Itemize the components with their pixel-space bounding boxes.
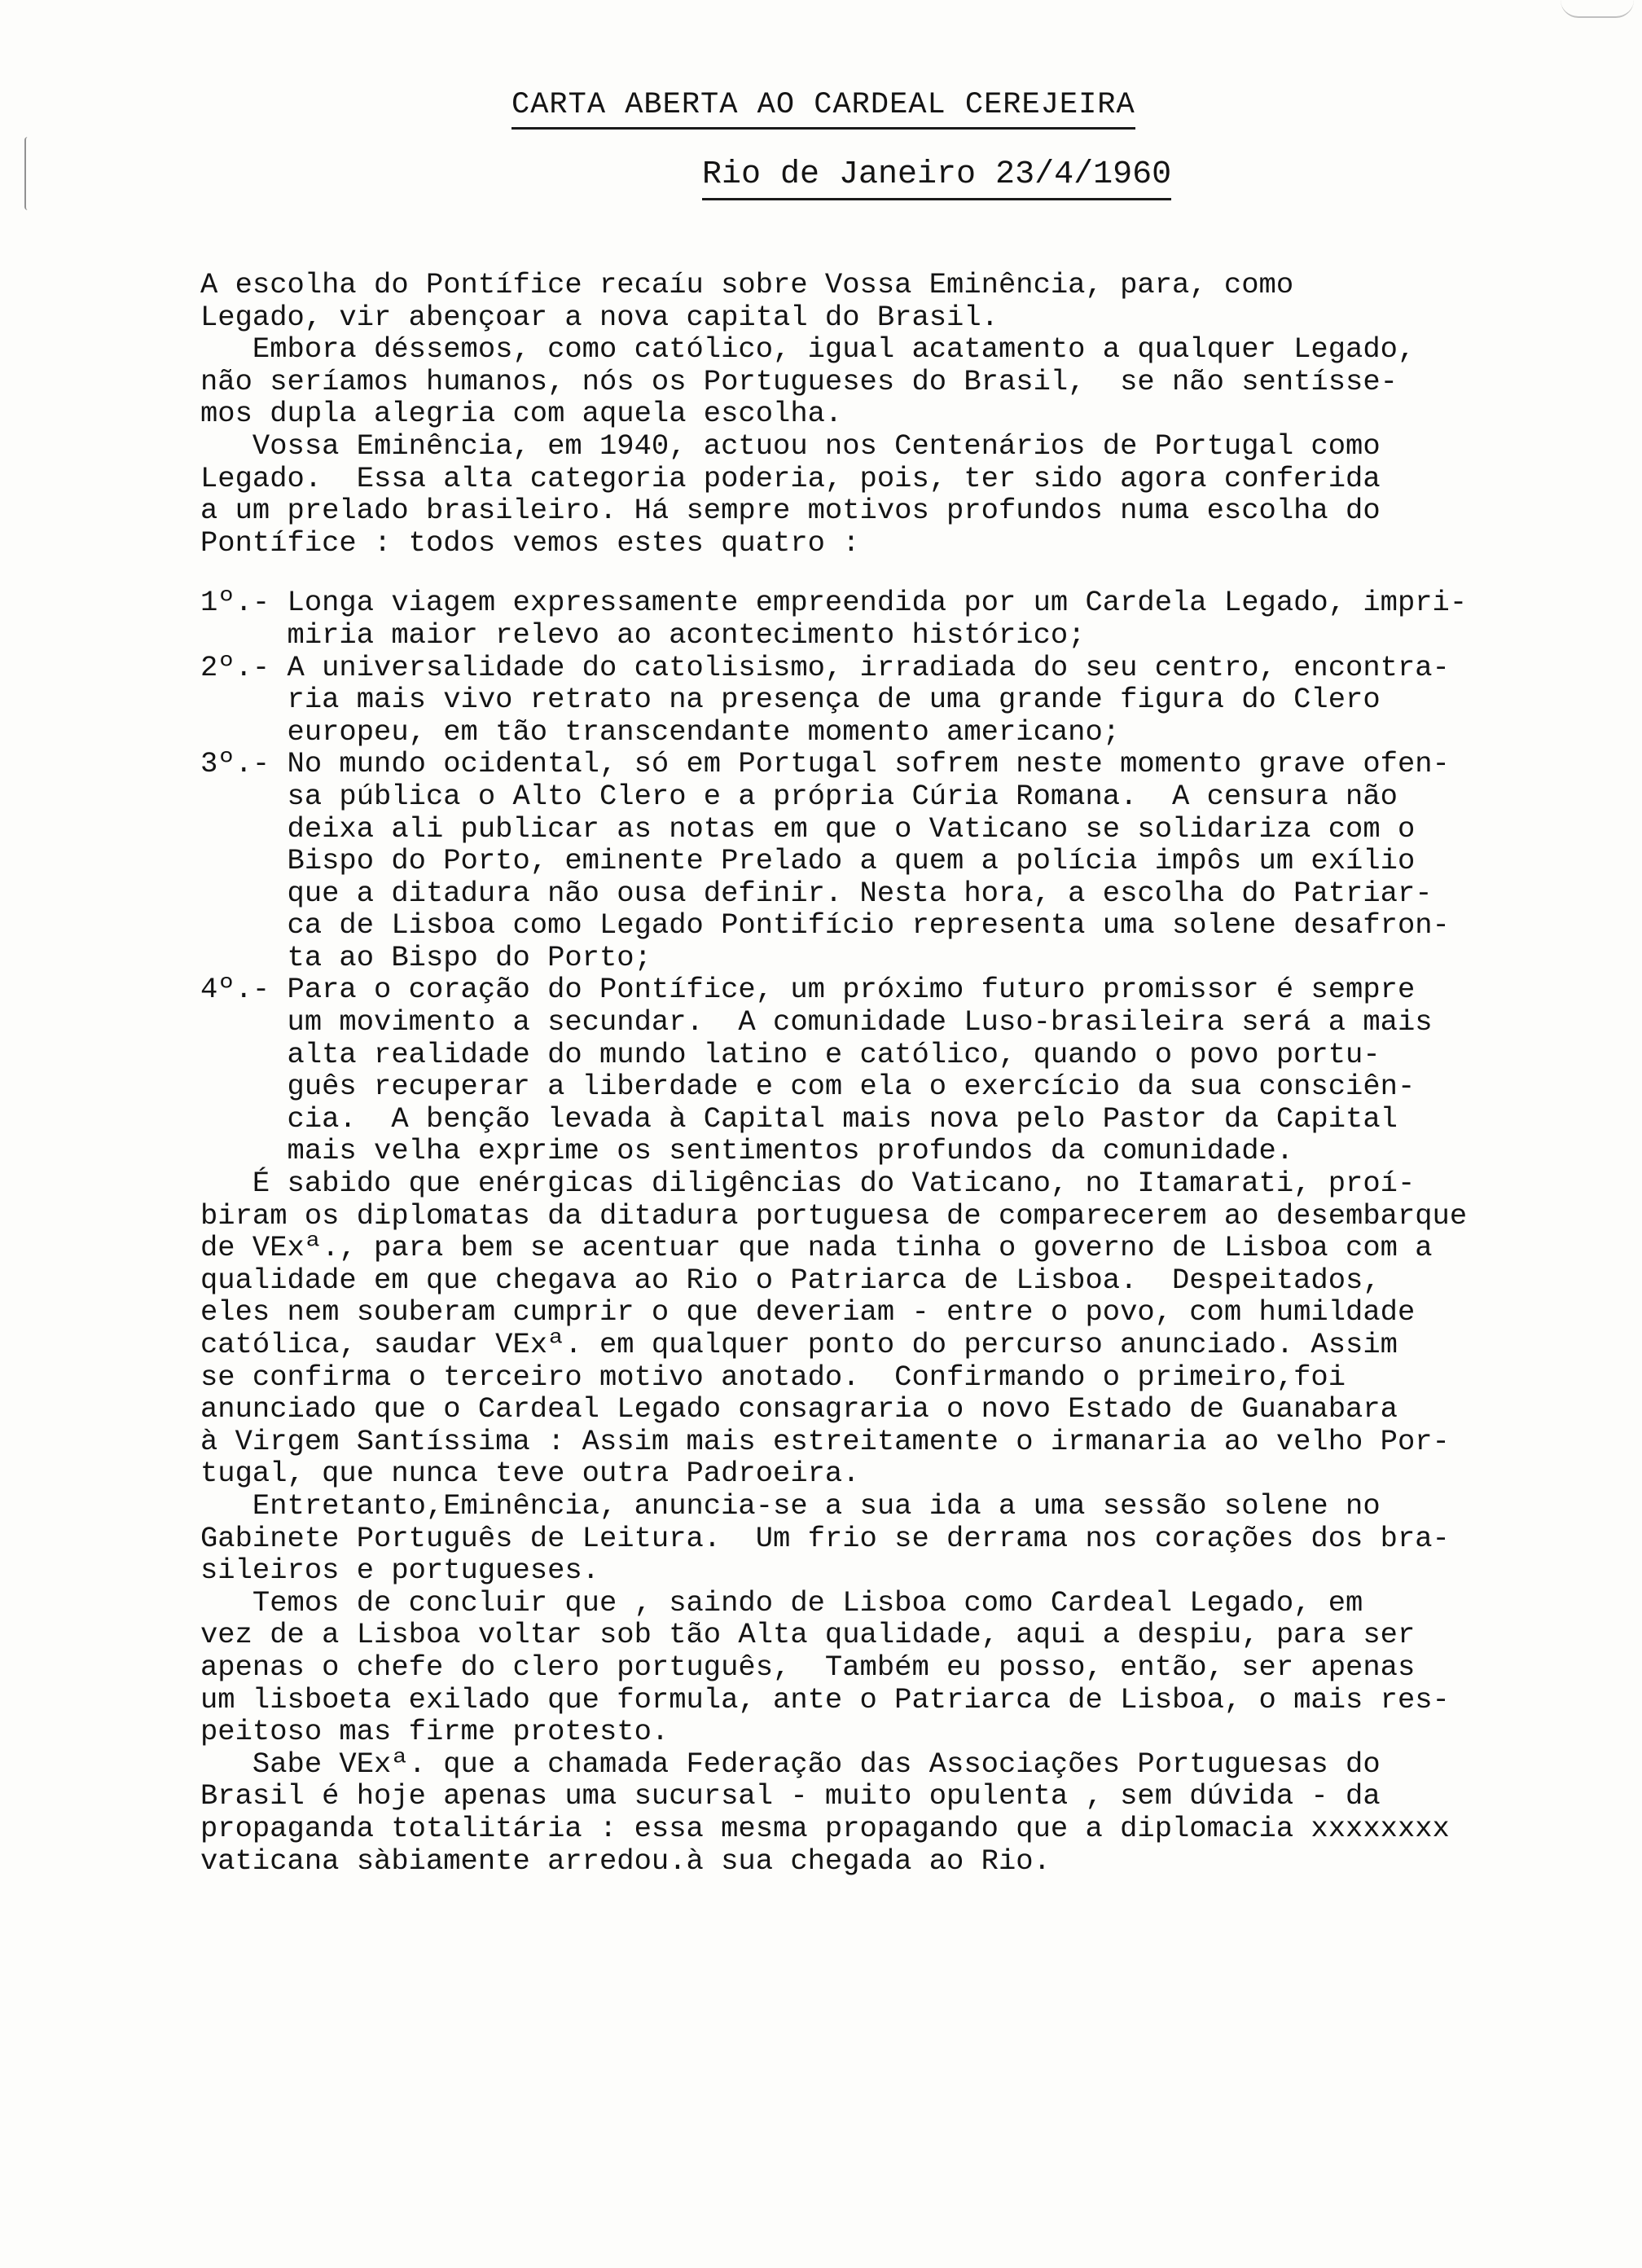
body-line: mos dupla alegria com aquela escolha. — [200, 397, 843, 431]
letter-title: CARTA ABERTA AO CARDEAL CEREJEIRA — [511, 88, 1135, 130]
body-line: Pontífice : todos vemos estes quatro : — [200, 525, 860, 560]
body-line: propaganda totalitária : essa mesma propagando que a diplomacia xxxxxxxx — [200, 1811, 1450, 1845]
body-line: anunciado que o Cardeal Legado consagraria o novo Estado de Guanabara — [200, 1392, 1398, 1426]
body-line: ca de Lisboa como Legado Pontifício representa uma solene desafron- — [200, 908, 1450, 943]
body-line: a um prelado brasileiro. Há sempre motivos profundos numa escolha do — [200, 494, 1381, 528]
body-line: tugal, que nunca teve outra Padroeira. — [200, 1457, 860, 1491]
body-line: ria mais vivo retrato na presença de uma grande figura do Clero — [200, 683, 1381, 717]
body-line: um lisboeta exilado que formula, ante o Patriarca de Lisboa, o mais res- — [200, 1682, 1450, 1716]
letter-body — [200, 269, 1609, 1877]
body-line: biram os diplomatas da ditadura portuguesa de comparecerem ao desembarque — [200, 1198, 1468, 1233]
body-line: europeu, em tão transcendante momento americano; — [200, 714, 1121, 749]
body-line: É sabido que enérgicas diligências do Vaticano, no Itamarati, proí- — [200, 1167, 1416, 1201]
body-line: alta realidade do mundo latino e católico, quando o povo portu- — [200, 1037, 1381, 1071]
body-line: deixa ali publicar as notas em que o Vaticano se solidariza com o — [200, 811, 1416, 846]
body-line: vaticana sàbiamente arredou.à sua chegada ao Rio. — [200, 1844, 1051, 1878]
body-line: Vossa Eminência, em 1940, actuou nos Centenários de Portugal como — [200, 429, 1381, 463]
body-line: Legado, vir abençoar a nova capital do Brasil. — [200, 300, 999, 334]
body-line: Embora déssemos, como católico, igual acatamento a qualquer Legado, — [200, 332, 1416, 367]
body-line: 2º.- A universalidade do catolisismo, irradiada do seu centro, encontra- — [200, 650, 1450, 684]
body-line: Sabe VExª. que a chamada Federação das Associações Portuguesas do — [200, 1747, 1381, 1781]
body-line: ta ao Bispo do Porto; — [200, 940, 652, 974]
body-line: de VExª., para bem se acentuar que nada tinha o governo de Lisboa com a — [200, 1231, 1433, 1265]
body-line: sileiros e portugueses. — [200, 1554, 599, 1588]
body-line: católica, saudar VExª. em qualquer ponto do percurso anunciado. Assim — [200, 1328, 1398, 1361]
paragraph-gap — [200, 559, 1609, 587]
body-line: não seríamos humanos, nós os Portugueses do Brasil, se não sentísse- — [200, 364, 1398, 398]
body-line: à Virgem Santíssima : Assim mais estreitamente o irmanaria ao velho Por- — [200, 1424, 1450, 1458]
body-line: Brasil é hoje apenas uma sucursal - muito opulenta , sem dúvida - da — [200, 1779, 1381, 1813]
body-line: um movimento a secundar. A comunidade Luso-brasileira será a mais — [200, 1005, 1433, 1040]
body-line: cia. A benção levada à Capital mais nova pelo Pastor da Capital — [200, 1101, 1398, 1136]
body-line: vez de a Lisboa voltar sob tão Alta qualidade, aqui a despiu, para ser — [200, 1618, 1416, 1652]
body-line: miria maior relevo ao acontecimento histórico; — [200, 618, 1086, 652]
corner-fold-mark — [1561, 0, 1634, 18]
body-line: 1º.- Longa viagem expressamente empreendida por um Cardela Legado, impri- — [200, 586, 1468, 620]
body-line: qualidade em que chegava ao Rio o Patriarca de Lisboa. Despeitados, — [200, 1263, 1381, 1297]
body-line: Gabinete Português de Leitura. Um frio se derrama nos corações dos bra- — [200, 1521, 1450, 1555]
body-line: guês recuperar a liberdade e com ela o exercício da sua consciên- — [200, 1070, 1416, 1104]
body-line: se confirma o terceiro motivo anotado. Confirmando o primeiro,foi — [200, 1360, 1346, 1394]
body-line: Entretanto,Eminência, anuncia-se a sua ida a uma sessão solene no — [200, 1488, 1381, 1523]
body-line: 3º.- No mundo ocidental, só em Portugal sofrem neste momento grave ofen- — [200, 747, 1450, 781]
body-line: apenas o chefe do clero português, Também eu posso, então, ser apenas — [200, 1650, 1416, 1684]
body-line: peitoso mas firme protesto. — [200, 1715, 670, 1749]
letter-date: Rio de Janeiro 23/4/1960 — [702, 156, 1171, 200]
body-line: 4º.- Para o coração do Pontífice, um próximo futuro promissor é sempre — [200, 973, 1416, 1007]
body-line: sa pública o Alto Clero e a própria Cúria Romana. A censura não — [200, 779, 1398, 813]
body-line: eles nem souberam cumprir o que deveriam - entre o povo, com humildade — [200, 1295, 1416, 1330]
body-line: Bispo do Porto, eminente Prelado a quem a polícia impôs um exílio — [200, 844, 1416, 878]
body-line: Legado. Essa alta categoria poderia, pois, ter sido agora conferida — [200, 461, 1381, 495]
body-line: mais velha exprime os sentimentos profundos da comunidade. — [200, 1134, 1294, 1168]
body-line: que a ditadura não ousa definir. Nesta hora, a escolha do Patriar- — [200, 876, 1433, 910]
margin-pencil-mark — [24, 137, 33, 210]
body-line: A escolha do Pontífice recaíu sobre Vossa Eminência, para, como — [200, 268, 1294, 301]
body-line: Temos de concluir que , saindo de Lisboa como Cardeal Legado, em — [200, 1585, 1363, 1620]
